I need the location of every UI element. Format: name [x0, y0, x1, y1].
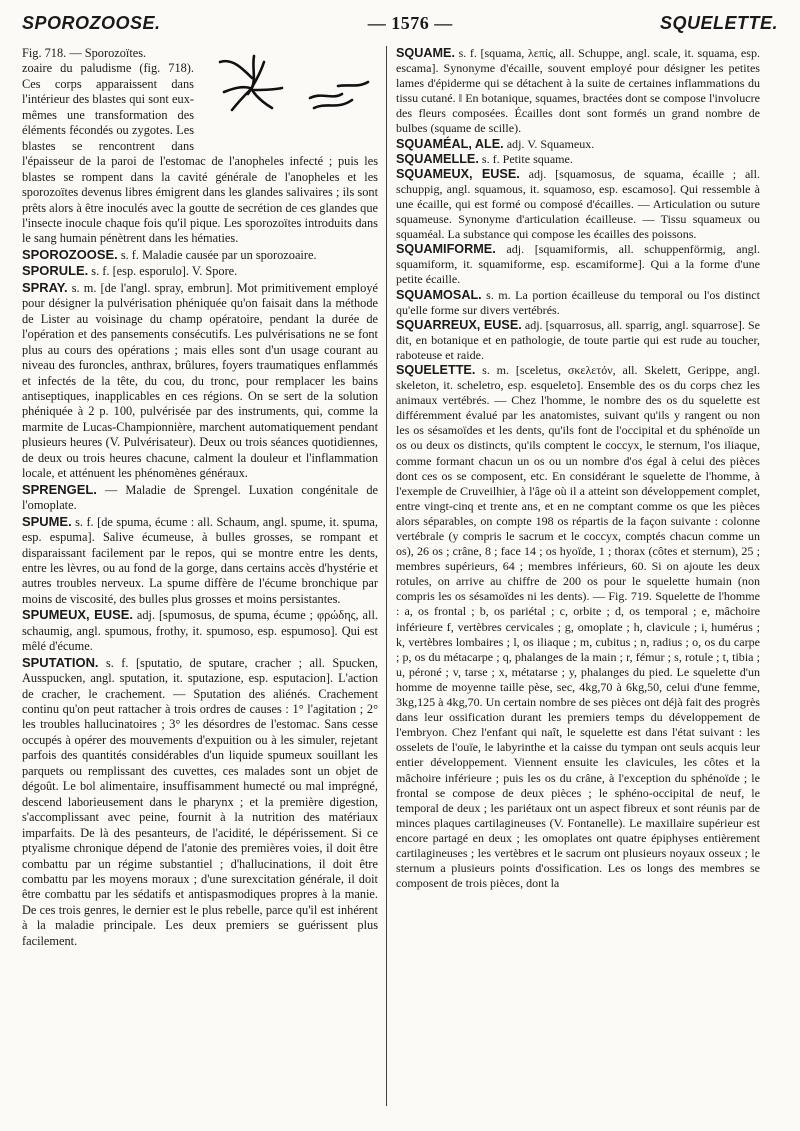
entry-text: s. f. [de spuma, écume : all. Schaum, angl. spume, it. spuma, esp. espuma]. Salive écumeuse, à bulles grosses, se rompant et disparaissant facilement par le repos, qui se montre entre les dents, entre les lèvres, ou au fond de la gorge, dans certains accès d'hystérie et autres troubles nerveux. La spume diffère de l'écume bronchique par moins de viscosité, des bulles plus grosses et moins persistantes. — [22, 514, 378, 606]
entry-text: adj. [squarrosus, all. sparrig, angl. squarrose]. Se dit, en botanique et en pathologie, de toute partie qui est rude au toucher, raboteuse et raide. — [396, 317, 760, 362]
entry — [22, 280, 378, 482]
entry — [396, 242, 760, 287]
entry — [396, 152, 760, 167]
column-divider — [386, 46, 387, 1106]
entry-text: adj. [spumosus, de spuma, écume ; φρώδης, all. schaumig, angl. spumous, frothy, it. spumoso, esp. espumoso]. Qui est mêlé d'écume. — [22, 608, 378, 654]
entry-text: — Maladie de Sprengel. Luxation congénitale de l'omoplate. — [22, 482, 378, 513]
entry-text: s. f. Maladie causée par un sporozoaire. — [117, 247, 317, 262]
headword: SPUTATION. — [22, 654, 99, 670]
figure-718 — [202, 48, 378, 142]
headword: SQUELETTE. — [396, 362, 476, 377]
headword: SQUAMIFORME. — [396, 242, 496, 257]
entry-text: zoaire du paludisme (fig. 718). Ces corps apparaissent dans l'intérieur des blastes qui sont eux-mêmes une transformation des éléments fécondés ou zygotes. Les blastes se rencontrent dans l'épaisseur de la paroi de l'estomac de l'anopheles infecté ; puis les blastes se rompent dans la cavité générale de l'anopheles et les sporozoïtes devenus libres émigrent dans les glandes salivaires ; ils sont prêts alors à être inoculés avec la goutte de secrétion de ces glandes que l'insecte inocule chaque fois qu'il pique. Les sporozoïtes introduits dans le sang humain pénètrent dans les hématies. — [22, 61, 378, 246]
page-number: — 1576 — — [367, 12, 453, 33]
headword: SQUAME. — [396, 46, 455, 60]
page-header — [22, 8, 778, 38]
entry — [396, 137, 760, 152]
entry-text: adj. [squamiformis, all. schuppenförmig, angl. squamiform, it. squamiforme, esp. escamiforme]. Qui a la forme d'une petite écaille. — [396, 242, 760, 287]
headword: SPORULE. — [22, 263, 89, 279]
headword: SQUARREUX, EUSE. — [396, 317, 522, 332]
entry-text: s. m. [sceletus, σκελετόν, all. Skelett, Gerippe, angl. skeleton, it. scheletro, esp. esqueleto]. Ensemble des os du corps chez les animaux vertébrés. — Chez l'homme, le nombre des os du squelette est différemment évalué par les anatomistes, suivant qu'ils y rangent ou non les os sésamoïdes et les dents, qu'ils font de l'occipital et du sphénoïde un os ou deux os distincts, qu'ils comptent le coccyx, le sternum, l'os iliaque, comme formant chacun un os ou un nombre d'os égal à celui des pièces dont ces os se composent, etc. En considérant le squelette de l'homme, à l'exemple de Cruveilhier, à l'âge où il a atteint son développement complet, entre vingt-cinq et trente ans, et en ne comptant comme os que les pièces alors séparables, on compte 198 os répartis de la façon suivante : colonne vertébrale (y compris le sacrum et le coccyx, comptés chacun comme un os), 26 os ; crâne, 8 ; face 14 ; os hyoïde, 1 ; thorax (côtes et sternum), 25 ; membres supérieurs, 64 ; membres inférieurs, 60. Si on ajoute les deux rotules, on arrive au chiffre de 200 os pour le squelette humain (non compris les os sésamoïdes ni les dents). — Fig. 719. Squelette de l'homme : a, os frontal ; b, os pariétal ; c, orbite ; d, os temporal ; e, mâchoire inférieure f, vertèbres cervicales ; g, omoplate ; h, clavicule ; i, humérus ; k, vertèbres lombaires ; l, os iliaque ; m, cubitus ; n, radius ; o, os du carpe ; p, os du métacarpe ; q, phalanges de la main ; r, fémur ; s, rotule ; t, tibia ; u, péroné ; v, tarse ; x, métatarse ; y, phalanges du pied. Le squelette d'un homme de moyenne taille pèse, sec, 4kg,70 à 6kg,50, celui d'une femme, 3kg,125 à 4kg,70. Un certain nombre de ses pièces ont déjà fait des progrès dans leur ossification durant les premiers temps du développement de l'embryon. Chez l'enfant qui naît, le squelette est dans l'état suivant : les osselets de l'ouïe, le labyrinthe et la caisse du tympan ont seuls acquis leur entier développement. Viennent ensuite les clavicules, les côtes et la mâchoire inférieure ; puis les os du crâne, à l'exception du sphénoïde ; le frontal se compose de deux pièces ; le sphéno-occipital de neuf, le temporal de deux ; les pariétaux ont un aspect fibreux et sont réunis par de minces plaques cartilagineuses (V. Fontanelle). Le maxillaire supérieur est encore partagé en deux ; les omoplates ont quatre épiphyses entièrement cartilagineuses ; les vertèbres et le sacrum ont plusieurs noyaux osseux ; le sternum a plusieurs points d'ossification. Les os longs des membres se composent de trois pièces, dont la — [396, 362, 760, 891]
entry-text: s. f. Petite squame. — [478, 151, 573, 166]
entry — [22, 482, 378, 514]
entry — [396, 318, 760, 363]
sporozoites-drawing — [202, 48, 378, 126]
entry-text: s. f. [squama, λεπίς, all. Schuppe, angl. scale, it. squama, esp. escama]. Synonyme d'écaille, souvent employé pour désigner les petites lames d'épiderme qui se détachent à la suite de certaines inflammations du tissu cutané. ‖ En botanique, squames, bractées dont se compose l'involucre des fleurs composées. Écailles dont sont formés un grand nombre de bulbes (squame de scille). — [396, 46, 760, 136]
entry-text: s. m. [de l'angl. spray, embrun]. Mot primitivement employé pour désigner la pulvérisation phéniquée qu'on faisait dans la méthode de Lister au voisinage du champ opératoire, pendant la durée de l'opération et des pansements consécutifs. Les pulvérisations ne se font plus au cours des opérations ; mais elles sont d'un usage courant au niveau des furoncles, anthrax, brûlures, foyers traumatiques enflammés et infectés de la tête, du cou, du tronc, pour remplacer les bains antiseptiques, inapplicables en ces régions. On se sert de la solution phéniquée à 2 p. 100, pulvérisée par des instruments, qui, comme la marmite de Lucas-Championnière, marchent automatiquement pendant plusieurs heures (V. Pulvérisateur). Deux ou trois séances quotidiennes, de deux ou trois heures chacune, calment la douleur et l'inflammation locale, et atténuent les phénomènes généraux. — [22, 280, 378, 481]
entry — [22, 514, 378, 608]
entry — [396, 167, 760, 242]
figure-caption: Fig. 718. — Sporozoïtes. — [22, 46, 147, 60]
right-column — [396, 46, 760, 891]
entry-text: s. f. [esp. esporulo]. V. Spore. — [88, 264, 238, 279]
headword: SQUAMELLE. — [396, 151, 479, 166]
entry-text: s. m. La portion écailleuse du temporal ou l'os distinct qu'elle forme sur divers vertébrés. — [396, 287, 760, 317]
headword: SQUAMEUX, EUSE. — [396, 166, 520, 181]
entry — [22, 247, 378, 263]
entry — [396, 288, 760, 318]
headword: SPOROZOOSE. — [22, 246, 118, 262]
entry — [22, 607, 378, 654]
running-head-right: SQUELETTE. — [659, 12, 778, 33]
running-head-left: SPOROZOOSE. — [22, 12, 161, 33]
headword: SQUAMOSAL. — [396, 287, 482, 302]
headword: SQUAMÉAL, ALE. — [396, 136, 504, 151]
entry-text: adj. V. Squameux. — [503, 136, 595, 151]
entry-text: s. f. [sputatio, de sputare, cracher ; all. Spucken, Ausspucken, angl. sputation, it. sputazione, esp. esputacion]. L'action de cracher, le crachement. — Sputation des aliénés. Crachement continu qu'on peut rattacher à trois ordres de causes : 1° l'agitation ; 2° les troubles hallucinatoires ; 3° les désordres de l'estomac. Sans cesse occupés à opérer des mouvements d'expuition ou à les simuler, rejetant parfois des quantités considérables d'un liquide spumeux souillant les parquets ou remplissant des cuvettes, ces malades sont un objet de dégoût. Le bol alimentaire, insuffisamment humecté ou mal imprégné, descend laborieusement dans le pharynx ; et la première digestion, s'accomplissant avec peine, fournit à la nutrition des matériaux imparfaits. De là des pesanteurs, de l'acidité, le dépérissement. Si ce ptyalisme chronique dépend de l'atonie des premières voies, il doit être combattu par un régime substantiel ; d'hallucinations, il doit être combattu par les moyens moraux ; d'une surexcitation générale, il doit être combattu par les sédatifs et antispasmodiques propres à la manie. De ces trois genres, le dernier est le plus rebelle, parce qu'il est inhérent à la maladie principale. Les deux premiers se guérissent plus facilement. — [22, 655, 378, 948]
headword: SPUMEUX, EUSE. — [22, 607, 133, 623]
headword: SPRENGEL. — [22, 481, 97, 497]
entry-text: adj. [squamosus, de squama, écaille ; all. schuppig, angl. squamous, it. squamoso, esp. escamoso]. Qui ressemble à une écaille, qui est formé ou composé d'écailles. — Articulation ou suture squameuse. Synonyme d'articulation écailleuse. — Tissu squameux ou squaméal. La substance qui compose les écailles des poissons. — [396, 166, 760, 242]
entry — [22, 263, 378, 279]
entry — [22, 655, 378, 950]
left-column — [22, 46, 378, 949]
headword: SPUME. — [22, 513, 72, 529]
entry — [396, 363, 760, 891]
entry — [396, 46, 760, 137]
headword: SPRAY. — [22, 279, 68, 295]
